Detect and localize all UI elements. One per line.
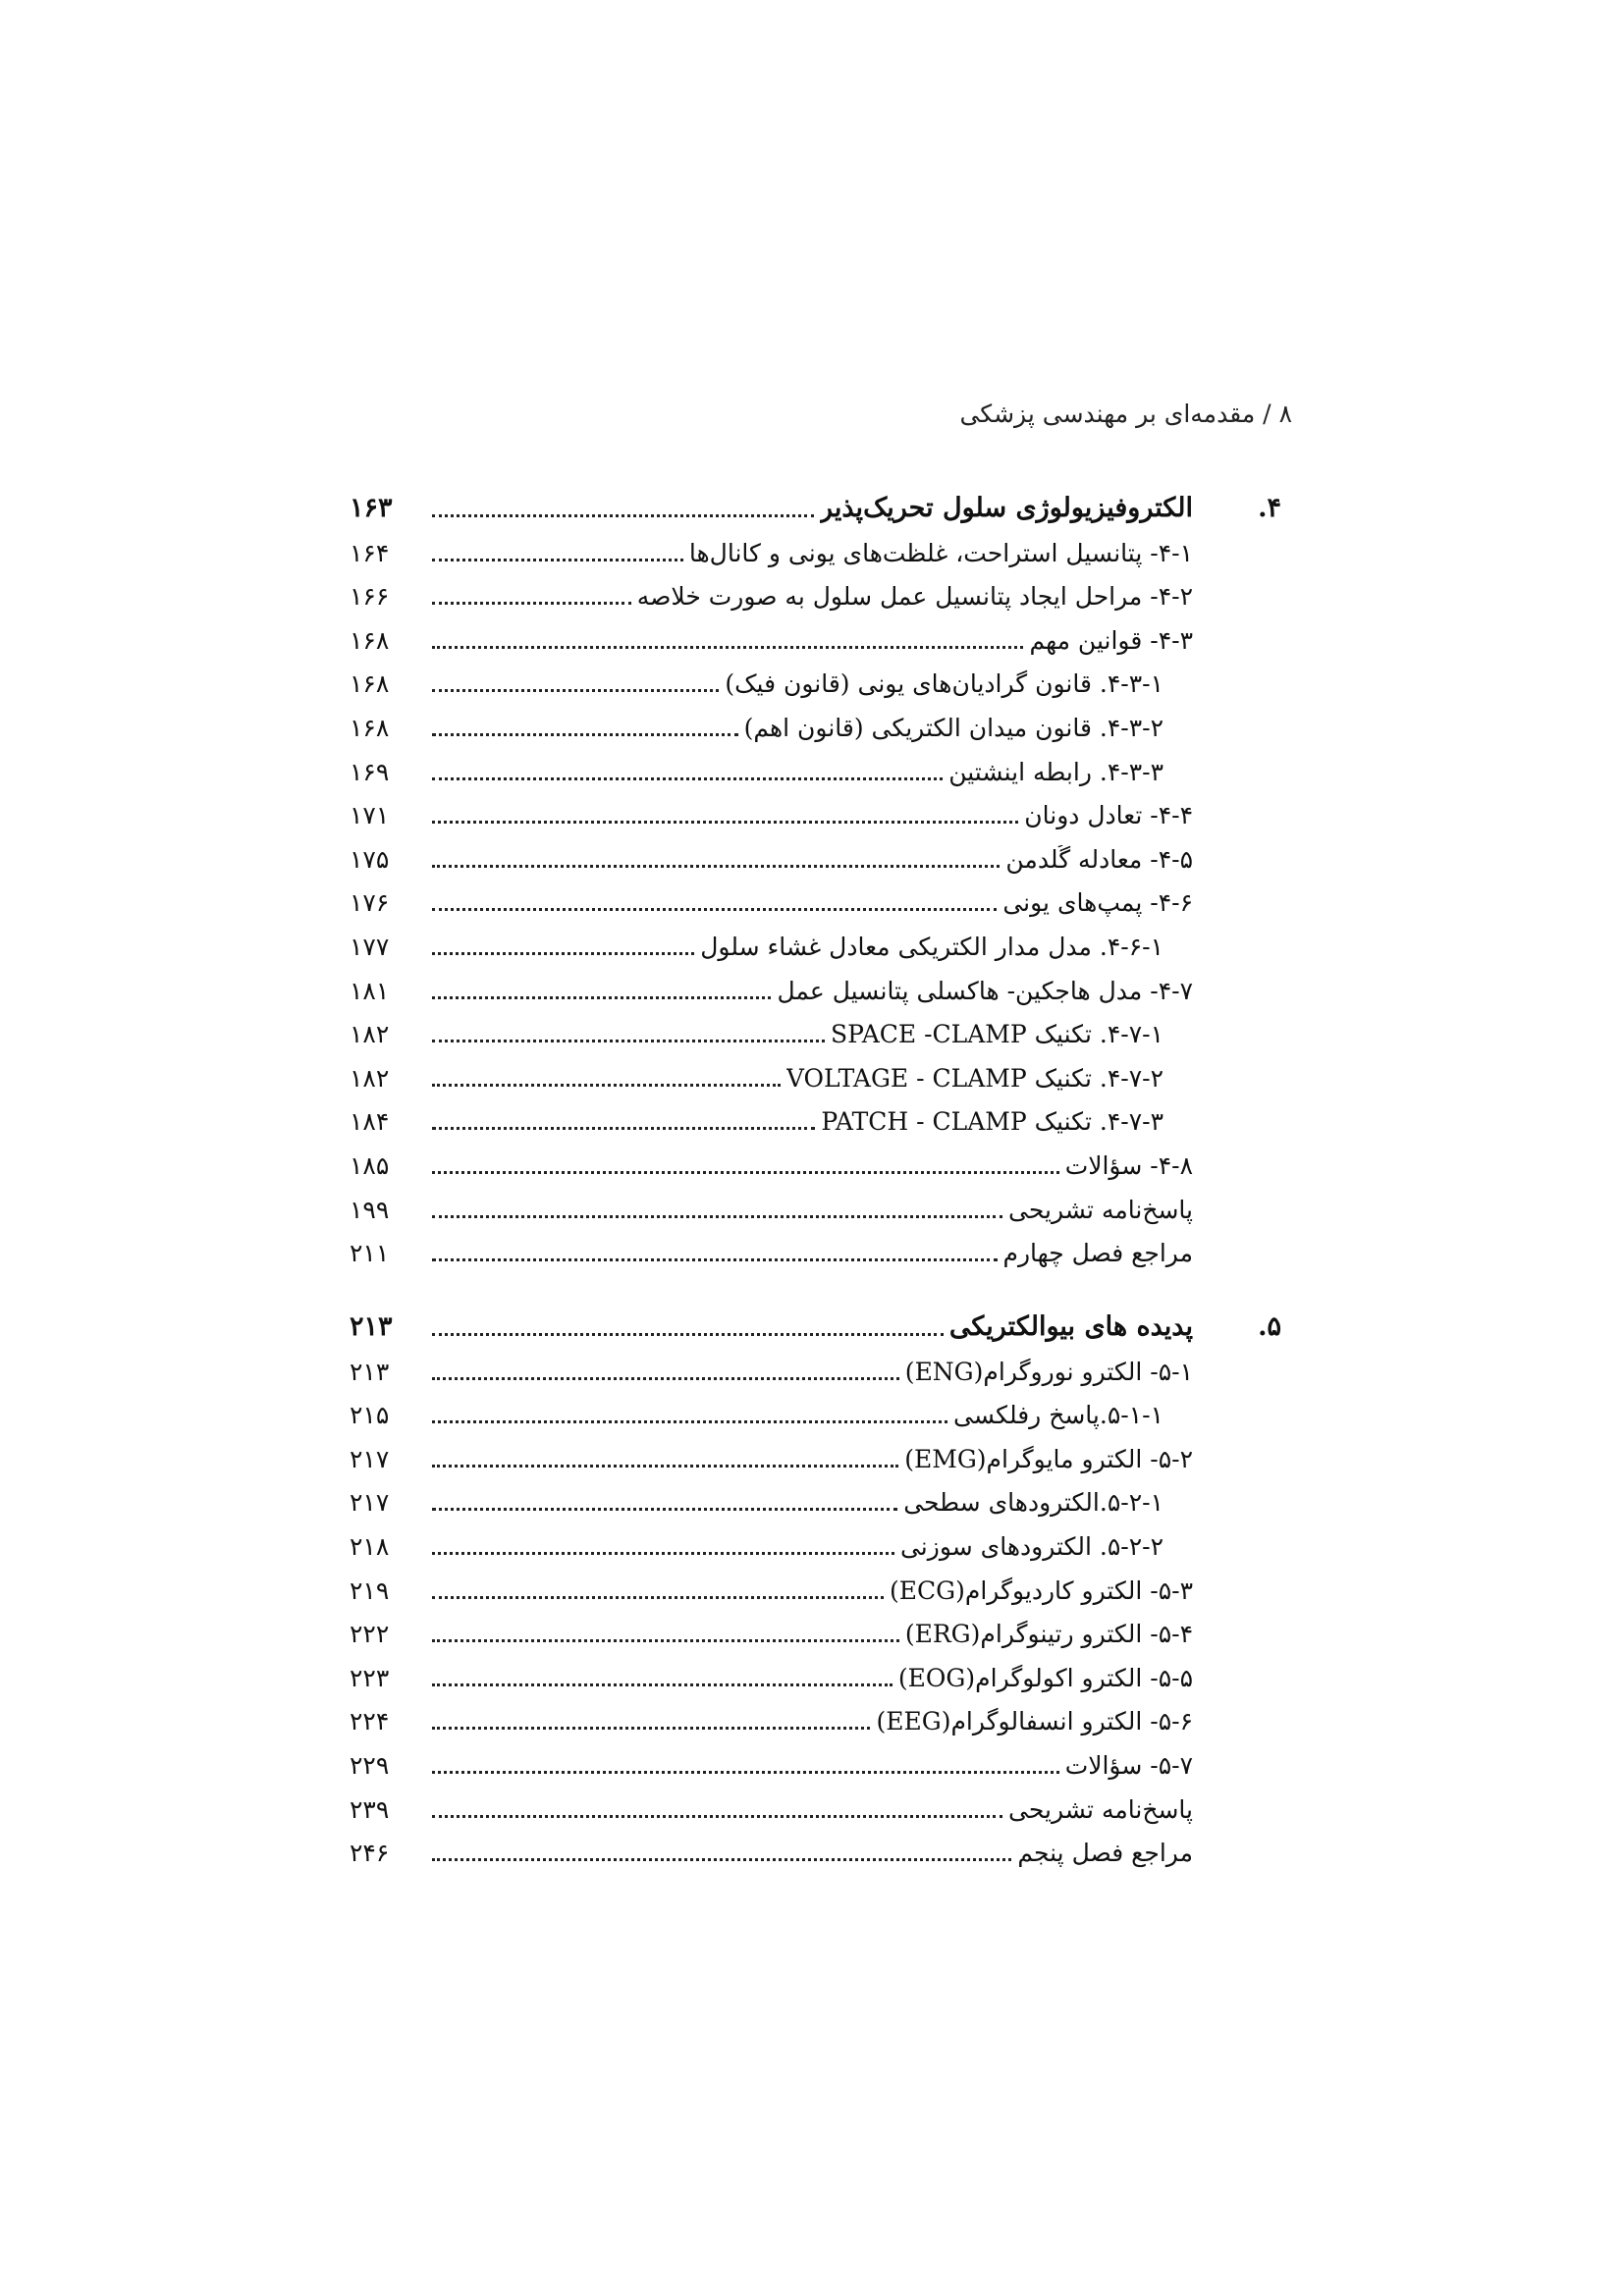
dot-leader: [432, 821, 1018, 824]
dot-leader: [432, 1377, 899, 1380]
dot-leader: [432, 1596, 884, 1599]
toc-page-number: ۲۱۹: [350, 1575, 390, 1605]
toc-page-number: ۱۸۵: [350, 1150, 390, 1180]
toc-row[interactable]: [350, 875, 1281, 919]
toc-row[interactable]: [350, 1736, 1281, 1781]
toc-entry-title: ۴-۶-۱. مدل مدار الکتریکی معادل غشاء سلول: [700, 932, 1163, 961]
dot-leader: [432, 1771, 1059, 1774]
toc-entry-title: ۴-۷-۳. تکنیک PATCH - CLAMP: [821, 1107, 1163, 1137]
dot-leader: [432, 1815, 1002, 1818]
toc-page-number: ۱۶۶: [350, 582, 390, 612]
toc-row[interactable]: [350, 1693, 1281, 1737]
dot-leader: [432, 1639, 899, 1642]
running-header: ۸ / مقدمه‌ای بر مهندسی پزشکی: [959, 400, 1292, 428]
toc-row[interactable]: [350, 1343, 1281, 1387]
toc-row[interactable]: [350, 962, 1281, 1006]
toc-row[interactable]: [350, 568, 1281, 613]
dot-leader: [432, 777, 943, 780]
toc-page-number: ۱۷۱: [350, 801, 390, 830]
toc-row[interactable]: [350, 1430, 1281, 1474]
toc-entry-title: ۴-۸- سؤالات: [1064, 1150, 1193, 1180]
toc-entry-title: ۵-۵- الکترو اکولوگرام(EOG): [897, 1663, 1193, 1692]
toc-page-number: ۱۶۹: [350, 757, 390, 786]
toc-row[interactable]: [350, 1825, 1281, 1869]
toc-entry-title: ۵-۳- الکترو کاردیوگرام(ECG): [889, 1575, 1193, 1605]
toc-entry-title: ۵-۲-۱.الکترودهای سطحی: [903, 1488, 1163, 1518]
toc-entry-title: ۵-۲- الکترو مایوگرام(EMG): [904, 1444, 1193, 1473]
dot-leader: [432, 559, 683, 561]
toc-row[interactable]: [350, 1049, 1281, 1094]
toc-entry-title: ۴-۵- معادله گُلدمن: [1005, 844, 1193, 874]
chapter-number: ۵.: [1258, 1310, 1281, 1342]
toc-row[interactable]: [350, 918, 1281, 962]
toc-row[interactable]: [350, 787, 1281, 831]
dot-leader: [432, 1171, 1059, 1174]
toc-entry-title: ۴-۳-۳. رابطه اینشتین: [948, 757, 1163, 786]
dot-leader: [432, 1727, 870, 1730]
toc-page-number: ۲۱۷: [350, 1488, 390, 1518]
dot-leader: [432, 952, 694, 955]
toc-entry-title: ۴-۲- مراحل ایجاد پتانسیل عمل سلول به صورت خلاصه: [636, 582, 1193, 612]
toc-entry-title: ۴-۷-۲. تکنیک VOLTAGE - CLAMP: [785, 1063, 1163, 1093]
toc-entry-title: ۵-۶- الکترو انسفالوگرام(EEG): [876, 1707, 1193, 1736]
toc-row[interactable]: [350, 699, 1281, 743]
dot-leader: [432, 733, 738, 736]
toc-page-number: ۲۲۲: [350, 1620, 390, 1649]
toc-page-number: ۱۸۴: [350, 1107, 390, 1137]
toc-row[interactable]: [350, 1518, 1281, 1562]
dot-leader: [432, 1683, 893, 1686]
toc-row[interactable]: [350, 1094, 1281, 1138]
toc-entry-title: ۴-۴- تعادل دونان: [1024, 801, 1193, 830]
toc-entry-title: ۴-۷-۱. تکنیک SPACE -CLAMP: [831, 1020, 1163, 1049]
toc-page-number: ۲۲۴: [350, 1707, 390, 1736]
dot-leader: [432, 1084, 781, 1087]
toc-entry-title: ۵-۲-۲. الکترودهای سوزنی: [899, 1532, 1163, 1562]
toc-row[interactable]: [350, 1137, 1281, 1181]
dot-leader: [432, 602, 631, 605]
toc-row[interactable]: [350, 1225, 1281, 1269]
dot-leader: [432, 646, 1023, 649]
toc-page-number: ۱۶۳: [350, 492, 393, 523]
toc-page-number: ۲۴۶: [350, 1839, 390, 1868]
table-of-contents: [350, 479, 1281, 1868]
toc-page-number: ۱۶۸: [350, 625, 390, 655]
toc-page-number: ۱۶۴: [350, 538, 390, 567]
dot-leader: [432, 1420, 947, 1423]
dot-leader: [432, 1127, 815, 1130]
dot-leader: [432, 514, 814, 517]
toc-row[interactable]: [350, 524, 1281, 568]
toc-entry-title: پدیده های بیوالکتریکی: [948, 1310, 1193, 1342]
toc-entry-title: ۵-۷- سؤالات: [1064, 1751, 1193, 1781]
toc-page-number: ۱۹۹: [350, 1195, 390, 1224]
toc-row[interactable]: [350, 1606, 1281, 1650]
toc-chapter-row[interactable]: [350, 1298, 1281, 1343]
toc-entry-title: مراجع فصل پنجم: [1017, 1839, 1193, 1868]
toc-row[interactable]: [350, 1649, 1281, 1693]
toc-entry-title: پاسخ‌نامه تشریحی: [1008, 1794, 1193, 1824]
toc-page-number: ۲۱۱: [350, 1239, 390, 1268]
toc-row[interactable]: [350, 743, 1281, 787]
dot-leader: [432, 1858, 1011, 1861]
toc-row[interactable]: [350, 612, 1281, 656]
toc-chapter-row[interactable]: [350, 479, 1281, 524]
toc-row[interactable]: [350, 830, 1281, 875]
toc-page-number: ۱۷۶: [350, 888, 390, 918]
toc-page-number: ۱۶۸: [350, 713, 390, 742]
dot-leader: [432, 996, 771, 999]
toc-page-number: ۱۷۷: [350, 932, 390, 961]
toc-entry-title: ۴-۳-۲. قانون میدان الکتریکی (قانون اهم): [743, 713, 1163, 742]
toc-entry-title: پاسخ‌نامه تشریحی: [1008, 1195, 1193, 1224]
dot-leader: [432, 1215, 1002, 1218]
dot-leader: [432, 1333, 944, 1336]
dot-leader: [432, 865, 1000, 868]
chapter-number: ۴.: [1258, 492, 1281, 523]
toc-page-number: ۲۱۵: [350, 1401, 390, 1430]
toc-page-number: ۲۲۳: [350, 1663, 390, 1692]
toc-row[interactable]: [350, 1181, 1281, 1225]
toc-page-number: ۲۱۸: [350, 1532, 390, 1562]
toc-page-number: ۲۱۳: [350, 1357, 390, 1386]
dot-leader: [432, 1040, 825, 1042]
toc-row[interactable]: [350, 656, 1281, 700]
toc-row[interactable]: [350, 1781, 1281, 1825]
toc-entry-title: ۴-۳-۱. قانون گرادیان‌های یونی (قانون فیک): [725, 669, 1163, 699]
toc-entry-title: ۴-۷- مدل هاجکین- هاکسلی پتانسیل عمل: [777, 976, 1193, 1005]
toc-entry-title: ۵-۱-۱.پاسخ رفلکسی: [953, 1401, 1163, 1430]
toc-page-number: ۲۳۹: [350, 1794, 390, 1824]
toc-page-number: ۲۲۹: [350, 1751, 390, 1781]
toc-entry-title: ۴-۱- پتانسیل استراحت، غلظت‌های یونی و کانال‌ها: [688, 538, 1193, 567]
dot-leader: [432, 1552, 894, 1555]
toc-row[interactable]: [350, 1006, 1281, 1050]
toc-page-number: ۱۸۲: [350, 1063, 390, 1093]
dot-leader: [432, 908, 997, 911]
toc-page-number: ۲۱۳: [350, 1310, 393, 1342]
toc-page-number: ۱۶۸: [350, 669, 390, 699]
toc-entry-title: ۵-۱- الکترو نوروگرام(ENG): [904, 1357, 1193, 1386]
toc-entry-title: الکتروفیزیولوژی سلول تحریک‌پذیر: [819, 492, 1193, 523]
dot-leader: [432, 1508, 897, 1511]
toc-row[interactable]: [350, 1562, 1281, 1606]
toc-page-number: ۲۱۷: [350, 1444, 390, 1473]
dot-leader: [432, 1258, 998, 1261]
toc-row[interactable]: [350, 1474, 1281, 1519]
dot-leader: [432, 689, 719, 692]
toc-entry-title: مراجع فصل چهارم: [1002, 1239, 1193, 1268]
toc-entry-title: ۵-۴- الکترو رتینوگرام(ERG): [904, 1620, 1193, 1649]
toc-row[interactable]: [350, 1387, 1281, 1431]
dot-leader: [432, 1465, 898, 1468]
toc-page-number: ۱۸۱: [350, 976, 390, 1005]
toc-page-number: ۱۸۲: [350, 1020, 390, 1049]
toc-page-number: ۱۷۵: [350, 844, 390, 874]
toc-entry-title: ۴-۶- پمپ‌های یونی: [1002, 888, 1193, 918]
toc-entry-title: ۴-۳- قوانین مهم: [1029, 625, 1193, 655]
